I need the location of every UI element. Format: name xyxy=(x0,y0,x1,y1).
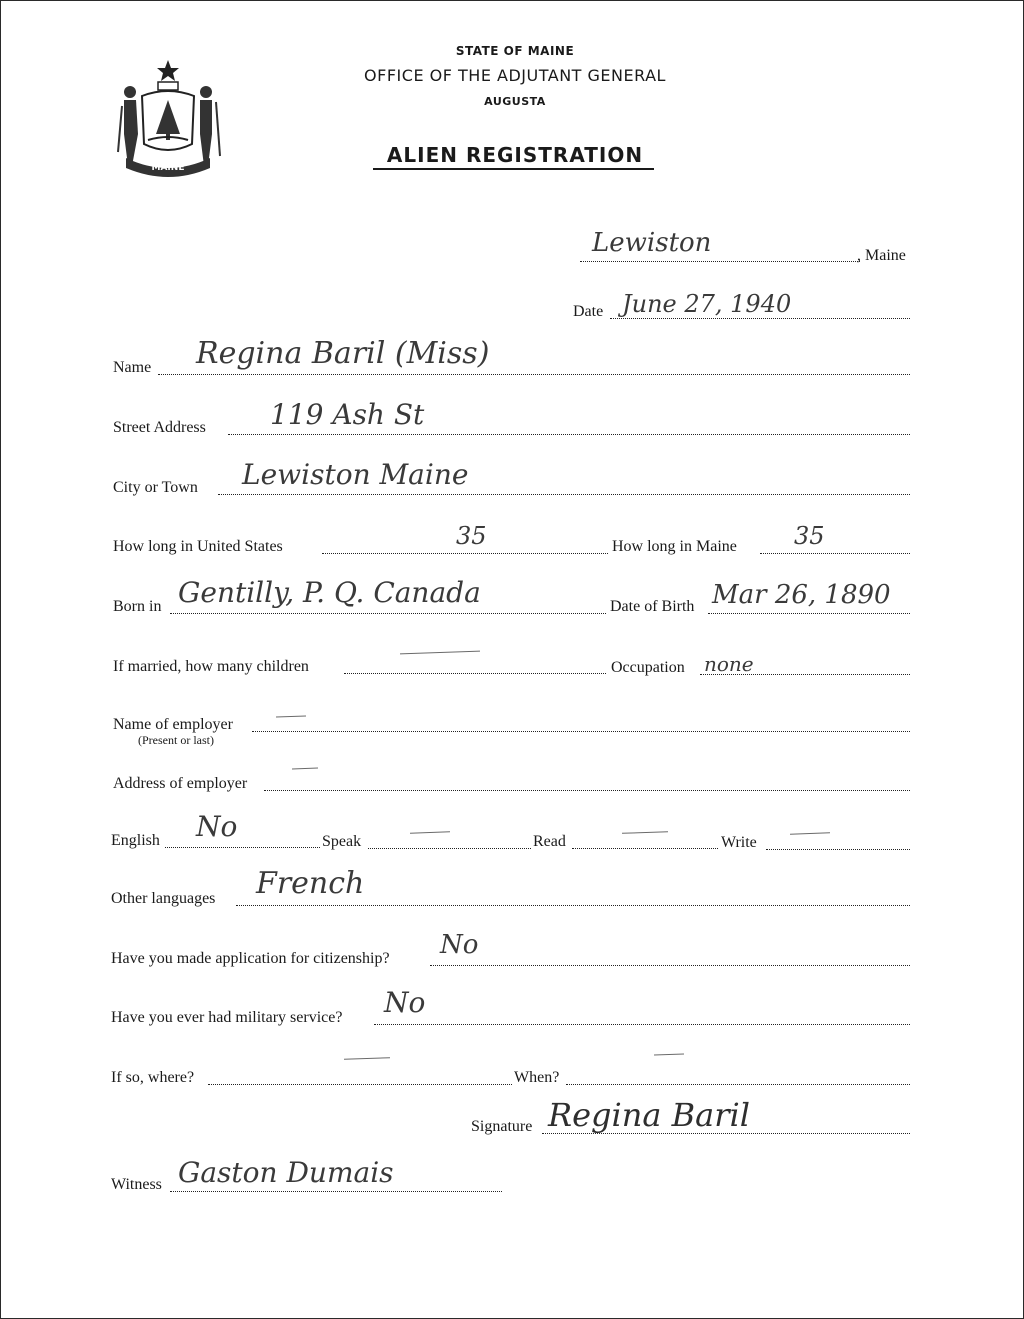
city-label: City or Town xyxy=(113,479,198,496)
name-label: Name xyxy=(113,359,152,376)
signature-value: Regina Baril xyxy=(548,1096,750,1134)
place-value: Lewiston xyxy=(592,228,712,258)
born-in-value: Gentilly, P. Q. Canada xyxy=(178,576,481,609)
street-address-label: Street Address xyxy=(113,419,206,436)
when-label: When? xyxy=(514,1069,560,1086)
write-label: Write xyxy=(721,834,757,851)
employer-address-label: Address of employer xyxy=(113,775,248,792)
header-city: AUGUSTA xyxy=(484,95,546,108)
employer-name-label: Name of employer xyxy=(113,716,233,733)
svg-text:MAINE: MAINE xyxy=(151,163,185,173)
maine-label: , Maine xyxy=(857,247,906,264)
occupation-label: Occupation xyxy=(611,659,685,676)
citizenship-label: Have you made application for citizenship? xyxy=(111,950,390,967)
witness-value: Gaston Dumais xyxy=(178,1156,394,1189)
speak-line xyxy=(368,848,531,849)
date-of-birth-line xyxy=(708,613,910,614)
children-line xyxy=(344,673,606,674)
citizenship-line xyxy=(430,965,910,966)
date-line xyxy=(610,318,910,319)
title-underline xyxy=(373,168,654,170)
witness-line xyxy=(170,1191,502,1192)
city-line xyxy=(218,494,910,495)
write-line xyxy=(766,849,910,850)
date-of-birth-label: Date of Birth xyxy=(610,598,695,615)
when-line xyxy=(566,1084,910,1085)
where-label: If so, where? xyxy=(111,1069,195,1086)
military-line xyxy=(374,1024,910,1025)
citizenship-value: No xyxy=(440,930,479,960)
occupation-value: none xyxy=(704,652,754,676)
witness-label: Witness xyxy=(111,1176,162,1193)
how-long-us-value: 35 xyxy=(456,522,487,550)
form-title: ALIEN REGISTRATION xyxy=(386,143,644,167)
maine-state-seal xyxy=(112,56,224,178)
header-state: STATE OF MAINE xyxy=(455,44,575,58)
employer-address-line xyxy=(264,790,910,791)
speak-label: Speak xyxy=(322,833,362,850)
how-long-maine-value: 35 xyxy=(794,522,825,550)
city-value: Lewiston Maine xyxy=(242,458,469,491)
how-long-us-line xyxy=(322,553,608,554)
read-line xyxy=(572,848,718,849)
other-languages-line xyxy=(236,905,910,906)
place-line xyxy=(580,261,860,262)
employer-name-line xyxy=(252,731,910,732)
street-address-line xyxy=(228,434,910,435)
date-label: Date xyxy=(573,303,604,320)
read-label: Read xyxy=(533,833,566,850)
born-in-label: Born in xyxy=(113,598,162,615)
date-of-birth-value: Mar 26, 1890 xyxy=(712,580,891,610)
date-value: June 27, 1940 xyxy=(622,290,792,318)
military-value: No xyxy=(384,986,426,1019)
children-label: If married, how many children xyxy=(113,658,309,675)
other-languages-label: Other languages xyxy=(111,890,216,907)
header-office: OFFICE OF THE ADJUTANT GENERAL xyxy=(364,66,666,85)
english-label: English xyxy=(111,832,160,849)
how-long-maine-line xyxy=(760,553,910,554)
military-label: Have you ever had military service? xyxy=(111,1009,343,1026)
english-value: No xyxy=(196,810,238,843)
employer-sub-label: (Present or last) xyxy=(138,733,214,747)
other-languages-value: French xyxy=(256,866,365,901)
where-line xyxy=(208,1084,512,1085)
born-in-line xyxy=(170,613,606,614)
street-address-value: 119 Ash St xyxy=(270,398,425,431)
english-line xyxy=(165,847,320,848)
name-line xyxy=(158,374,910,375)
how-long-maine-label: How long in Maine xyxy=(612,538,737,555)
signature-label: Signature xyxy=(471,1118,533,1135)
how-long-us-label: How long in United States xyxy=(113,538,283,555)
name-value: Regina Baril (Miss) xyxy=(196,336,490,371)
